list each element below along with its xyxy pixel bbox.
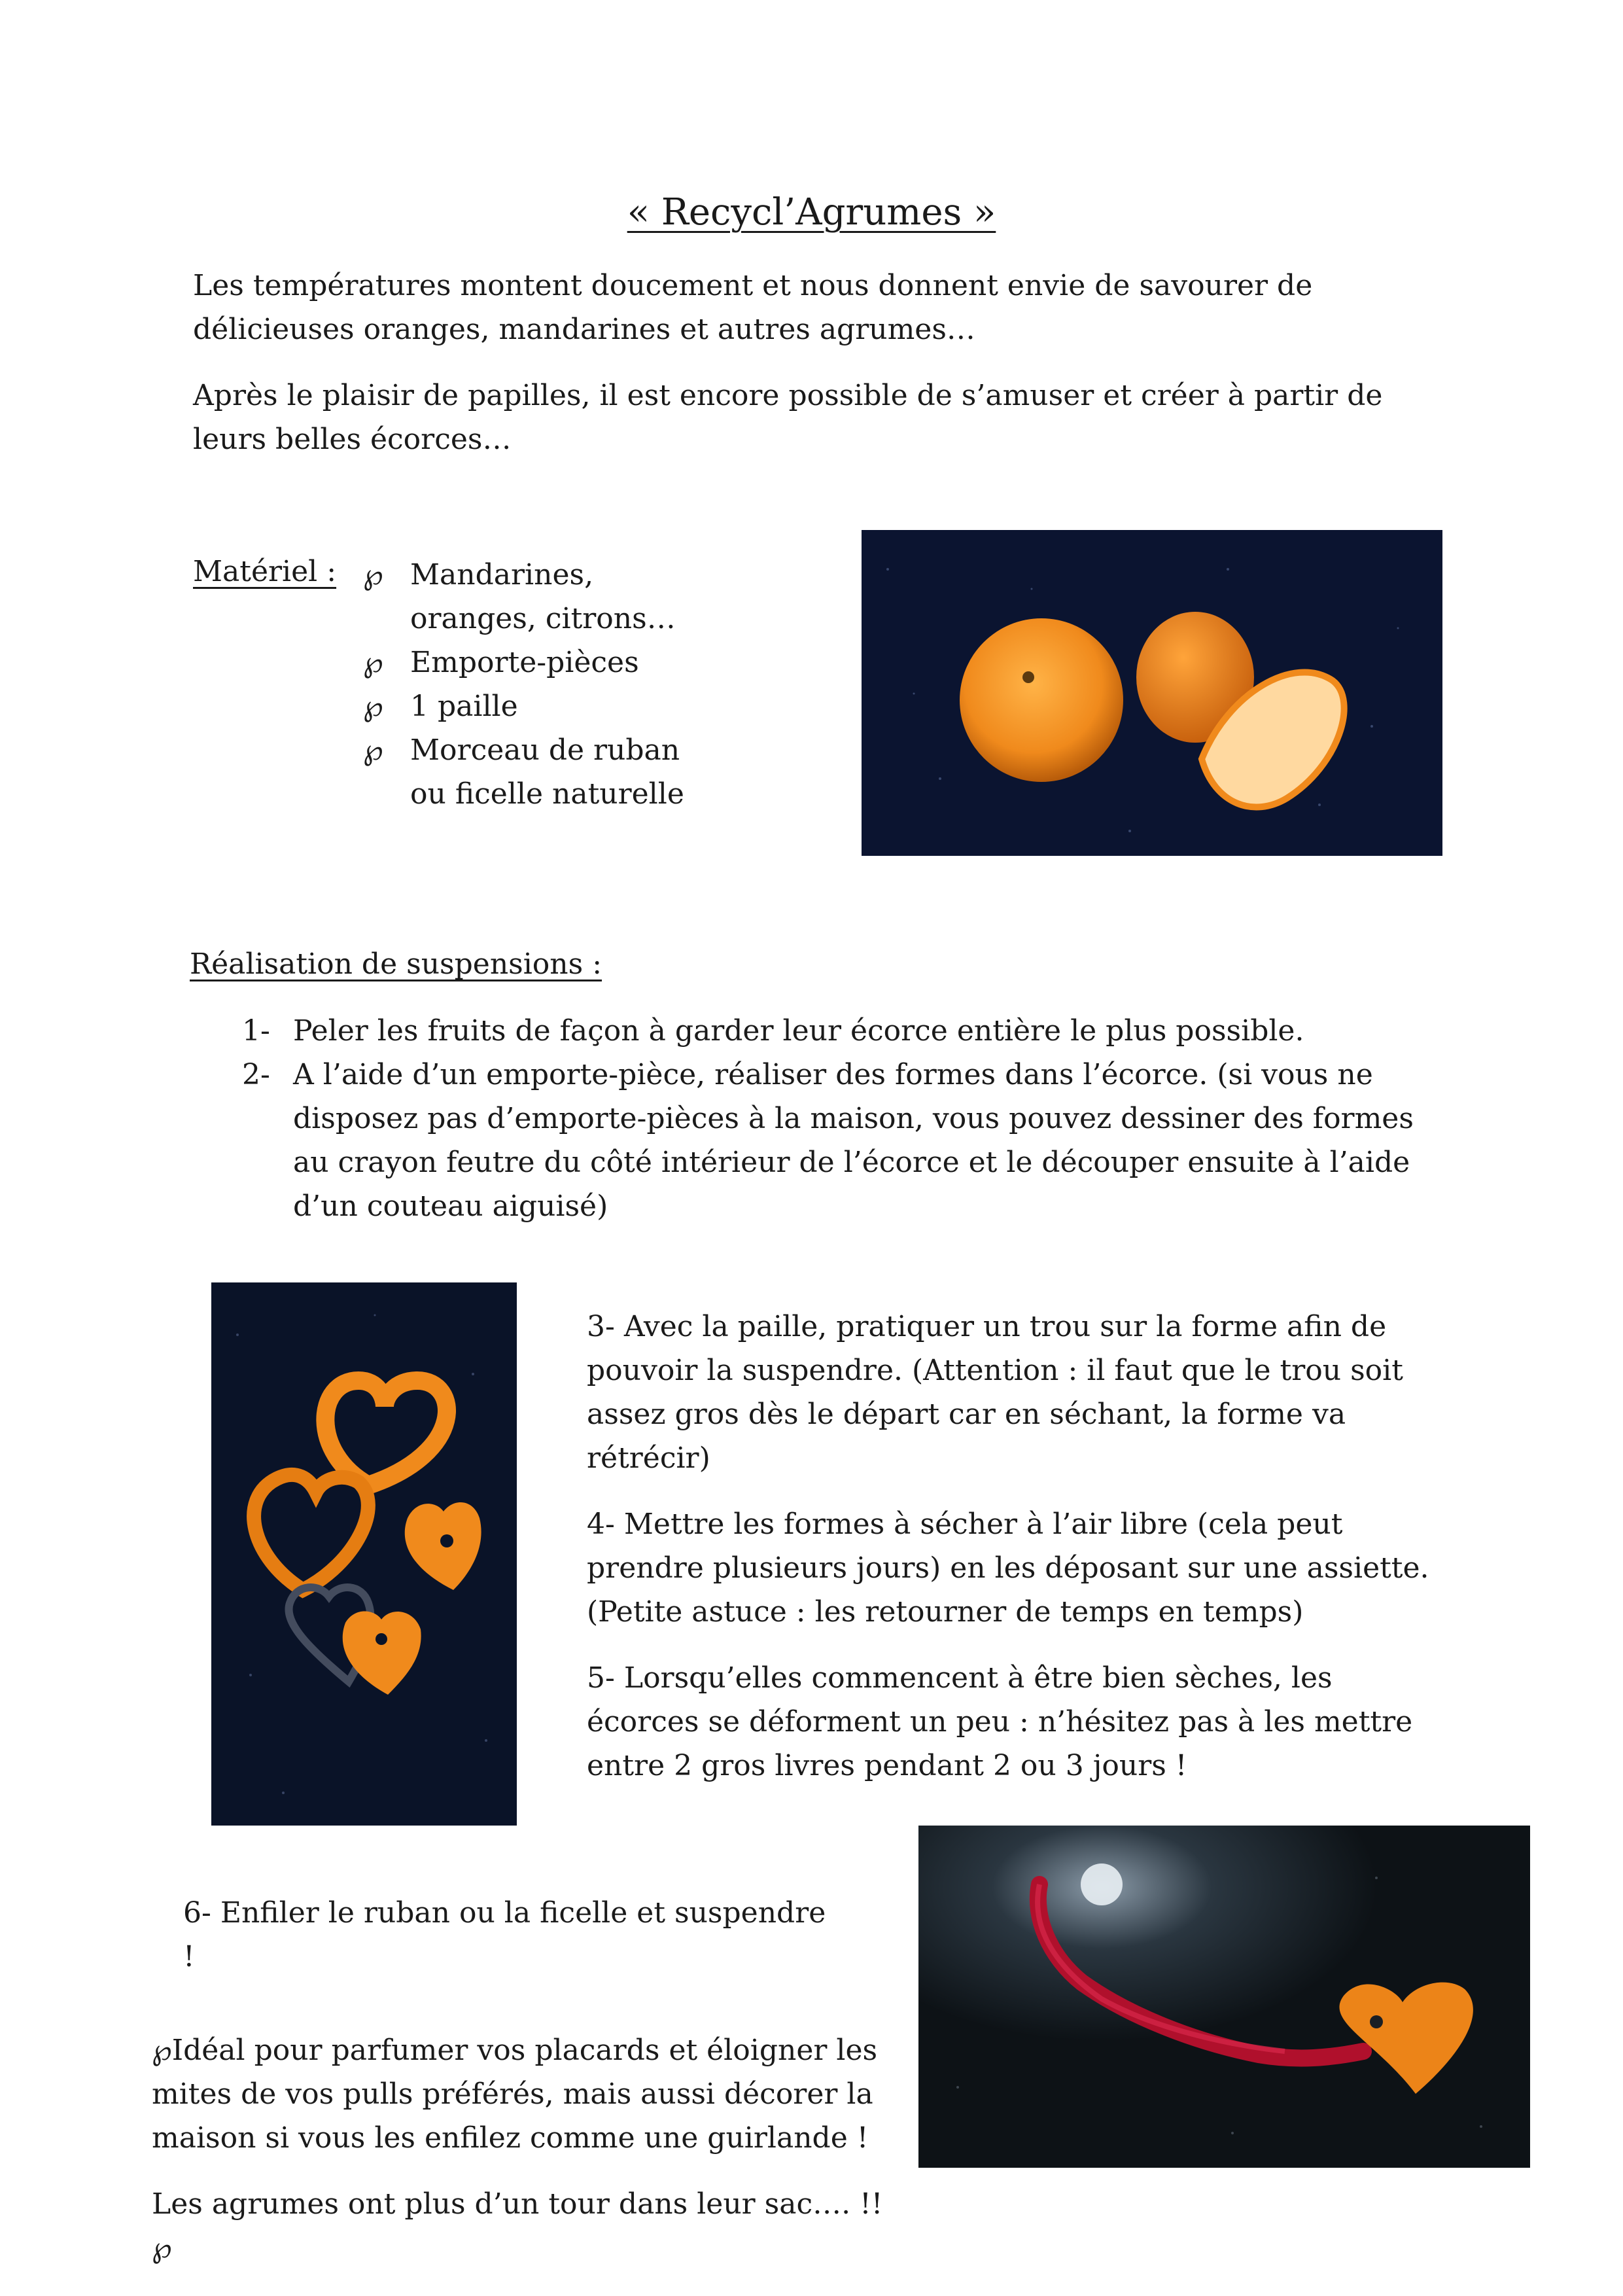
list-item: ℘ 1 paille bbox=[363, 684, 703, 728]
realisation-heading: Réalisation de suspensions : bbox=[190, 947, 602, 981]
closing bbox=[152, 2028, 891, 2292]
step-3: 3- Avec la paille, pratiquer un trou sur la forme afin de pouvoir la suspendre. (Attention : il faut que le trou soit assez gros dès le départ car en séchant, la forme va rétrécir) bbox=[587, 1310, 1403, 1475]
intro-paragraph-2: Après le plaisir de papilles, il est encore possible de s’amuser et créer à partir de leurs belles écorces… bbox=[193, 379, 1383, 456]
intro bbox=[193, 264, 1436, 484]
step-6: 6- Enfiler le ruban ou la ficelle et suspendre ! bbox=[183, 1896, 826, 1973]
bullet-icon: ℘ bbox=[363, 646, 383, 679]
title-text: « Recycl’Agrumes » bbox=[627, 191, 996, 234]
list-item: ℘ Emporte-pièces bbox=[363, 641, 703, 684]
swirl-icon: ℘ bbox=[152, 2231, 172, 2265]
bullet-icon: ℘ bbox=[363, 690, 383, 723]
list-item: ℘ Morceau de ruban ou ficelle naturelle bbox=[363, 728, 703, 816]
heart-peels-photo bbox=[211, 1282, 517, 1826]
intro-paragraph-1: Les températures montent doucement et nous donnent envie de savourer de délicieuses oranges, mandarines et autres agrumes… bbox=[193, 269, 1313, 346]
step-2: 2- A l’aide d’un emporte-pièce, réaliser des formes dans l’écorce. (si vous ne disposez pas d’emporte-pièces à la maison, vous pouvez dessiner des formes au crayon feutre du côté intérieur de l’écorce et le découper ensuite à l’aide d’un couteau aiguisé) bbox=[242, 1058, 1414, 1223]
mandarins-photo bbox=[862, 530, 1442, 856]
swirl-icon: ℘ bbox=[152, 2034, 172, 2067]
side-steps bbox=[587, 1305, 1437, 1810]
materiel-list bbox=[363, 553, 703, 816]
bullet-icon: ℘ bbox=[363, 558, 383, 592]
closing-paragraph-2: Les agrumes ont plus d’un tour dans leur sac…. !!℘ bbox=[152, 2187, 883, 2265]
steps-list bbox=[242, 1009, 1420, 1228]
bullet-icon: ℘ bbox=[363, 733, 383, 767]
ribbon-photo bbox=[918, 1826, 1530, 2168]
step-5: 5- Lorsqu’elles commencent à être bien sèches, les écorces se déforment un peu : n’hésitez pas à les mettre entre 2 gros livres pendant 2 ou 3 jours ! bbox=[587, 1661, 1413, 1782]
step-4: 4- Mettre les formes à sécher à l’air libre (cela peut prendre plusieurs jours) en les déposant sur une assiette. (Petite astuce : les retourner de temps en temps) bbox=[587, 1508, 1429, 1629]
materiel-heading: Matériel : bbox=[193, 555, 337, 588]
step-1: 1- Peler les fruits de façon à garder leur écorce entière le plus possible. bbox=[242, 1014, 1304, 1048]
closing-paragraph-1: ℘Idéal pour parfumer vos placards et éloigner les mites de vos pulls préférés, mais aussi décorer la maison si vous les enfilez comme une guirlande ! bbox=[152, 2034, 878, 2155]
page-title bbox=[0, 190, 1623, 236]
list-item: ℘ Mandarines, oranges, citrons… bbox=[363, 553, 703, 641]
